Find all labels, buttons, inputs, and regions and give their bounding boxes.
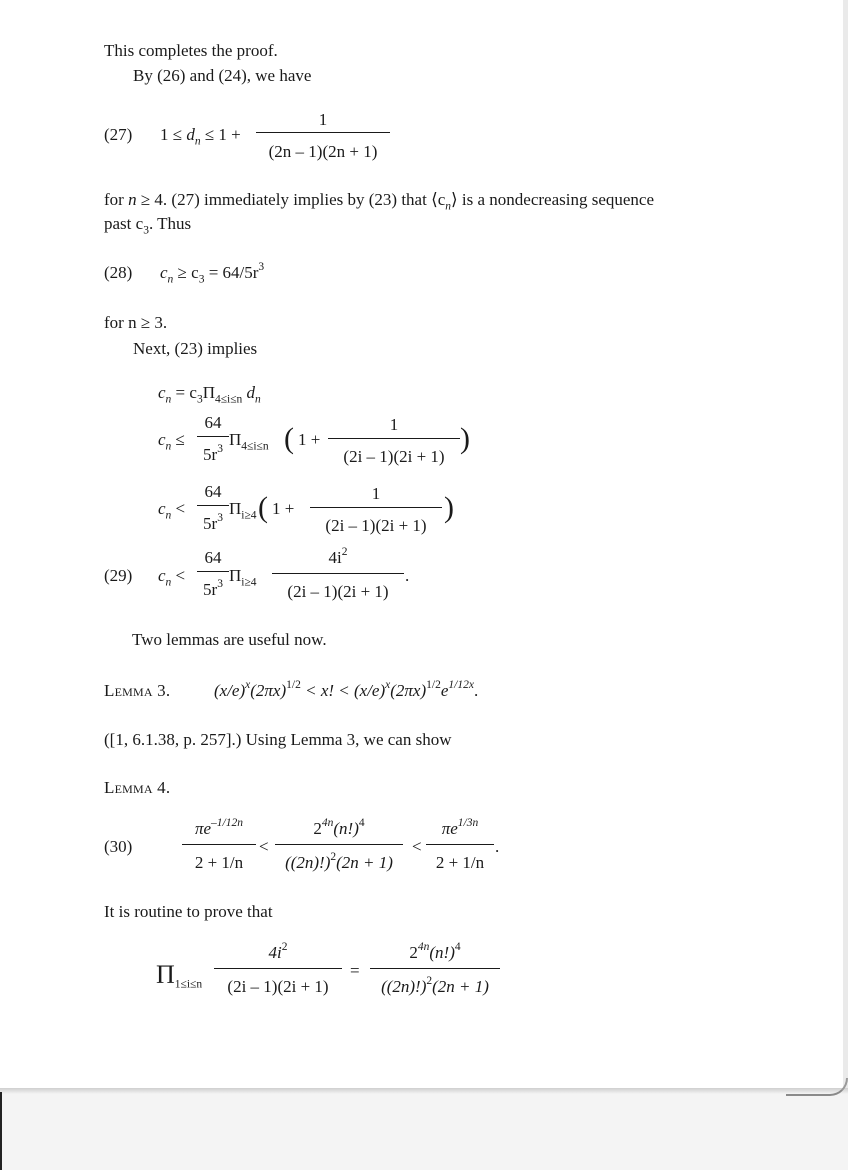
fraction-bar bbox=[310, 507, 442, 508]
fraction-bar bbox=[197, 505, 229, 506]
den-part: 5r bbox=[203, 514, 218, 533]
subscript-n: n bbox=[165, 440, 172, 453]
less-than: < bbox=[259, 837, 269, 856]
num-part: 4i bbox=[268, 943, 282, 962]
exponent: 1/3n bbox=[457, 817, 479, 830]
numerator: 64 bbox=[204, 413, 222, 432]
fraction-bar bbox=[214, 968, 342, 969]
symbol-c: c bbox=[158, 566, 166, 585]
lhs bbox=[158, 566, 186, 589]
lemma-name: Lemma 3. bbox=[104, 681, 171, 700]
exponent-3: 3 bbox=[217, 578, 223, 591]
fraction bbox=[197, 549, 229, 599]
eq-part: ≥ c bbox=[173, 263, 199, 282]
fraction-bar bbox=[272, 573, 404, 574]
exponent: 4n bbox=[417, 941, 430, 954]
fraction-bar bbox=[197, 436, 229, 437]
num-part: 2 bbox=[409, 943, 418, 962]
product-range: i≥4 bbox=[241, 576, 257, 589]
text-line-4 bbox=[104, 214, 192, 237]
right-paren: ) bbox=[444, 491, 454, 524]
denominator bbox=[275, 851, 403, 872]
symbol-c: c bbox=[158, 430, 166, 449]
fraction bbox=[214, 941, 342, 996]
text-part: for bbox=[104, 190, 129, 209]
fraction-bar bbox=[328, 438, 460, 439]
num-part: (n!) bbox=[429, 943, 455, 962]
text-line-1: This completes the proof. bbox=[104, 41, 278, 60]
scan-right-edge bbox=[843, 0, 848, 1090]
den-part: 5r bbox=[203, 580, 218, 599]
eq-part: = 64/5r bbox=[204, 263, 259, 282]
fraction bbox=[310, 484, 442, 536]
left-paren: ( bbox=[258, 491, 268, 524]
denominator: (2n – 1)(2n + 1) bbox=[268, 142, 378, 161]
fraction bbox=[197, 483, 229, 533]
lhs bbox=[158, 430, 185, 453]
text-line-8: ([1, 6.1.38, p. 257].) Using Lemma 3, we can show bbox=[104, 730, 452, 749]
equals: = bbox=[350, 961, 360, 980]
fraction bbox=[182, 817, 256, 872]
denominator: (2i – 1)(2i + 1) bbox=[325, 516, 427, 535]
symbol-c: c bbox=[160, 263, 168, 282]
fraction bbox=[275, 817, 403, 872]
product-range: 4≤i≤n bbox=[214, 393, 243, 406]
subscript-n: n bbox=[165, 509, 172, 522]
fraction-bar bbox=[182, 844, 256, 845]
denominator bbox=[197, 443, 229, 464]
exponent: 4n bbox=[321, 817, 334, 830]
product-symbol: Π bbox=[156, 960, 175, 989]
product-symbol: Π bbox=[229, 499, 242, 518]
scan-edge-mark bbox=[0, 1092, 2, 1170]
fraction-bar bbox=[197, 571, 229, 572]
derivation-line-1 bbox=[158, 383, 261, 406]
exponent-half: 1/2 bbox=[286, 679, 301, 692]
equation-label: (27) bbox=[104, 125, 133, 144]
exponent: 1/12x bbox=[448, 679, 474, 692]
exponent: 4 bbox=[358, 817, 365, 830]
exponent-3: 3 bbox=[217, 512, 223, 525]
stmt-part: < x! < (x/e) bbox=[300, 681, 386, 700]
subscript-n: n bbox=[445, 200, 452, 213]
numerator bbox=[275, 817, 403, 838]
symbol-c: c bbox=[158, 383, 166, 402]
symbol-d: d bbox=[242, 383, 256, 402]
denominator: (2i – 1)(2i + 1) bbox=[343, 447, 445, 466]
den-part: ((2n)!) bbox=[285, 853, 331, 872]
den-part: 5r bbox=[203, 445, 218, 464]
text-line-3 bbox=[104, 190, 655, 213]
subscript-3: 3 bbox=[198, 273, 205, 286]
exponent-3: 3 bbox=[258, 261, 265, 274]
text-line-9: It is routine to prove that bbox=[104, 902, 273, 921]
exponent-2: 2 bbox=[341, 546, 348, 559]
equation-body bbox=[160, 261, 265, 286]
numerator: 64 bbox=[204, 548, 222, 567]
text-part: . Thus bbox=[148, 214, 192, 233]
text-line-2: By (26) and (24), we have bbox=[133, 66, 312, 85]
numerator bbox=[370, 941, 500, 962]
text-line-7: Two lemmas are useful now. bbox=[132, 630, 327, 649]
exponent: 2 bbox=[330, 851, 337, 864]
text-line-6: Next, (23) implies bbox=[133, 339, 258, 358]
den-part: (2n + 1) bbox=[336, 853, 393, 872]
text-line-5: for n ≥ 3. bbox=[104, 313, 168, 332]
product bbox=[229, 499, 257, 522]
relation: < bbox=[171, 566, 186, 585]
fraction bbox=[256, 108, 390, 160]
text-part: past c bbox=[104, 214, 144, 233]
lhs-part: 1 ≤ bbox=[160, 125, 187, 144]
num-part: 2 bbox=[313, 819, 322, 838]
symbol-d: d bbox=[186, 125, 195, 144]
product-range: 4≤i≤n bbox=[241, 440, 269, 453]
text-part: ⟩ is a nondecreasing sequence bbox=[451, 190, 655, 209]
equation-label: (30) bbox=[104, 837, 133, 856]
numerator bbox=[272, 546, 404, 567]
denominator: 2 + 1/n bbox=[435, 853, 485, 872]
fraction-bar bbox=[256, 132, 390, 133]
product-symbol: Π bbox=[229, 430, 242, 449]
equation-label: (29) bbox=[104, 566, 133, 585]
lemma-4-name: Lemma 4. bbox=[104, 778, 171, 797]
product-symbol: Π bbox=[202, 383, 215, 402]
equation-lhs bbox=[160, 125, 241, 148]
stmt-part: (x/e) bbox=[214, 681, 246, 700]
fraction-bar bbox=[426, 844, 494, 845]
num-part: πe bbox=[441, 819, 458, 838]
num-part: 4i bbox=[328, 548, 342, 567]
lhs bbox=[158, 499, 186, 522]
stmt-part: (2πx) bbox=[390, 681, 427, 700]
product bbox=[229, 430, 269, 453]
period: . bbox=[495, 837, 500, 856]
subscript-n: n bbox=[167, 273, 174, 286]
product-range: 1≤i≤n bbox=[174, 978, 203, 991]
exponent: 2 bbox=[281, 941, 288, 954]
num-part: (n!) bbox=[333, 819, 359, 838]
den-part: ((2n)!) bbox=[381, 977, 427, 996]
exponent: 4 bbox=[454, 941, 461, 954]
scan-bottom-edge bbox=[0, 1088, 848, 1094]
one-plus: 1 + bbox=[298, 430, 321, 449]
lhs-part: ≤ 1 + bbox=[200, 125, 241, 144]
stmt-part: e bbox=[440, 681, 449, 700]
denominator: (2i – 1)(2i + 1) bbox=[287, 582, 389, 601]
subscript-n: n bbox=[165, 576, 172, 589]
right-paren: ) bbox=[460, 422, 470, 455]
subscript-n: n bbox=[194, 135, 201, 148]
product bbox=[229, 566, 257, 589]
subscript-n: n bbox=[165, 393, 172, 406]
page-curl bbox=[786, 1078, 848, 1096]
denominator bbox=[197, 512, 229, 533]
product bbox=[156, 960, 203, 991]
lemma-statement bbox=[214, 679, 479, 700]
fraction bbox=[370, 941, 500, 996]
fraction bbox=[426, 817, 494, 872]
denominator bbox=[370, 975, 500, 996]
exponent-x: x bbox=[385, 679, 391, 692]
num-part: πe bbox=[194, 819, 212, 838]
period: . bbox=[473, 681, 479, 700]
numerator: 1 bbox=[371, 484, 381, 503]
numerator bbox=[214, 941, 342, 962]
one-plus: 1 + bbox=[272, 499, 295, 518]
exponent: 2 bbox=[426, 975, 433, 988]
numerator bbox=[426, 817, 494, 838]
numerator: 1 bbox=[389, 415, 399, 434]
left-paren: ( bbox=[284, 422, 294, 455]
fraction bbox=[272, 546, 404, 601]
denominator: (2i – 1)(2i + 1) bbox=[227, 977, 329, 996]
relation: < bbox=[171, 499, 186, 518]
less-than: < bbox=[412, 837, 422, 856]
denominator: 2 + 1/n bbox=[194, 853, 244, 872]
stmt-part: (2πx) bbox=[250, 681, 287, 700]
fraction-bar bbox=[275, 844, 403, 845]
den-part: (2n + 1) bbox=[432, 977, 489, 996]
exponent-half: 1/2 bbox=[426, 679, 441, 692]
product-range: i≥4 bbox=[241, 509, 257, 522]
numerator: 1 bbox=[318, 110, 328, 129]
text-part: ≥ 4. (27) immediately implies by (23) that ⟨c bbox=[136, 190, 446, 209]
product-symbol: Π bbox=[229, 566, 242, 585]
symbol-c: c bbox=[158, 499, 166, 518]
subscript-n: n bbox=[255, 393, 261, 406]
numerator bbox=[182, 817, 256, 838]
eq-part: = c bbox=[171, 383, 197, 402]
period: . bbox=[405, 566, 410, 585]
subscript-3: 3 bbox=[143, 224, 149, 237]
denominator bbox=[197, 578, 229, 599]
symbol-n: n bbox=[128, 190, 137, 209]
equation-label: (28) bbox=[104, 263, 133, 282]
exponent: –1/12n bbox=[211, 817, 243, 830]
numerator: 64 bbox=[204, 482, 222, 501]
fraction bbox=[328, 414, 460, 466]
relation: ≤ bbox=[171, 430, 185, 449]
exponent-x: x bbox=[245, 679, 251, 692]
subscript-3: 3 bbox=[196, 393, 203, 406]
fraction-bar bbox=[370, 968, 500, 969]
exponent-3: 3 bbox=[217, 443, 223, 456]
fraction bbox=[197, 414, 229, 464]
